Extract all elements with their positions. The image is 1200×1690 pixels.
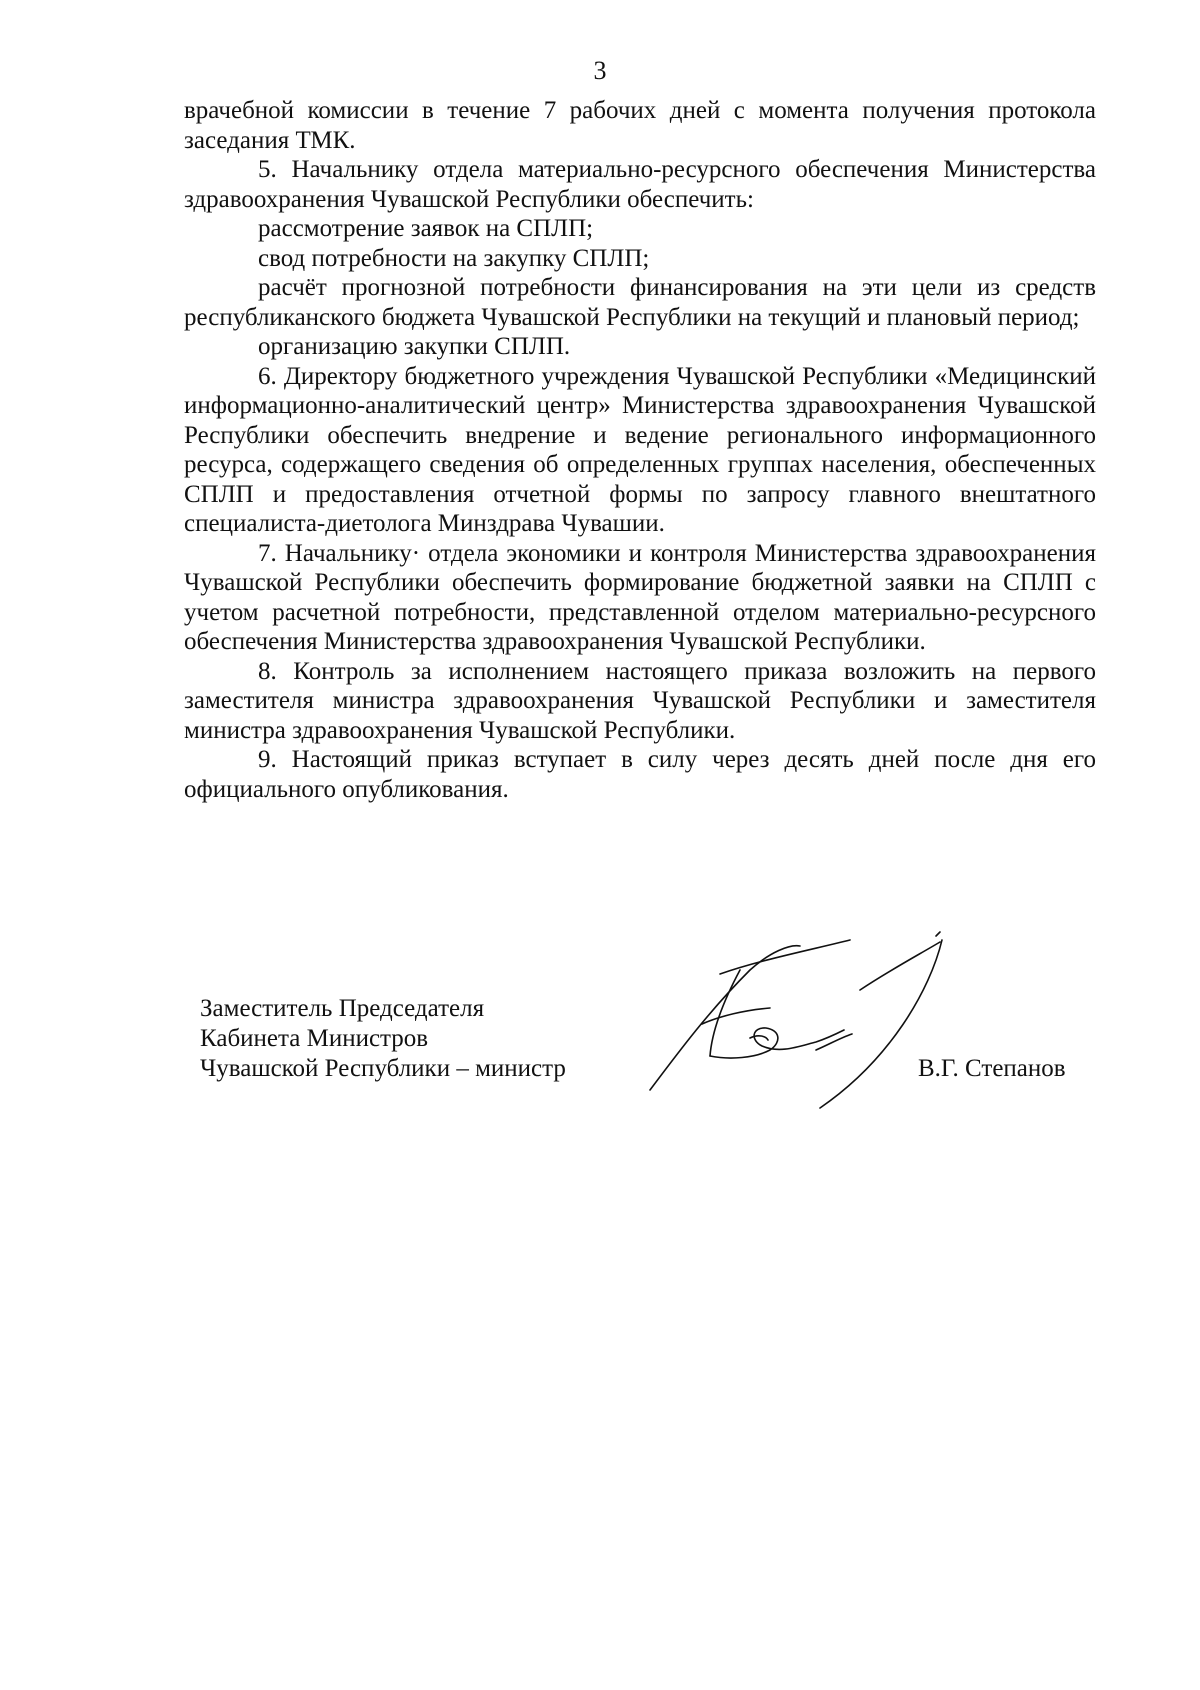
paragraph-item-7: 7. Начальнику· отдела экономики и контроля Министерства здравоохранения Чувашской Республики обеспечить формирование бюджетной заявки на СПЛП с учетом расчетной потребности, представленной отделом материально-ресурсного обеспечения Министерства здравоохранения Чувашской Республики. (184, 539, 1096, 655)
signatory-position-line: Чувашской Республики – министр (200, 1055, 566, 1082)
signatory-position-line: Заместитель Председателя (200, 995, 485, 1022)
paragraph-item-6: 6. Директору бюджетного учреждения Чувашской Республики «Медицинский информационно-аналитический центр» Министерства здравоохранения Чувашской Республики обеспечить внедрение и ведение регионального информационного ресурса, содержащего сведения об определенных группах населения, обеспеченных СПЛП и предоставления отчетной формы по запросу главного внештатного специалиста-диетолога Минздрава Чувашии. (184, 362, 1096, 537)
paragraph-item-9: 9. Настоящий приказ вступает в силу через десять дней после дня его официального опубликования. (184, 746, 1096, 803)
signatory-position-line: Кабинета Министров (200, 1025, 429, 1052)
paragraph-item-5-sub-3: расчёт прогнозной потребности финансирования на эти цели из средств республиканского бюджета Чувашской Республики на текущий и плановый период; (184, 274, 1096, 331)
paragraph-item-5-sub-1: рассмотрение заявок на СПЛП; (258, 215, 594, 242)
document-body (184, 96, 1096, 804)
page-number: 3 (593, 56, 607, 85)
paragraph-item-8: 8. Контроль за исполнением настоящего приказа возложить на первого заместителя министра здравоохранения Чувашской Республики и заместителя министра здравоохранения Чувашской Республики. (184, 657, 1096, 744)
signatory-position (200, 994, 566, 1084)
signature-block (200, 994, 1100, 1114)
paragraph-item-5-sub-4: организацию закупки СПЛП. (258, 333, 571, 360)
paragraph-item-5: 5. Начальнику отдела материально-ресурсного обеспечения Министерства здравоохранения Чувашской Республики обеспечить: (184, 156, 1096, 213)
signatory-name: В.Г. Степанов (918, 1055, 1066, 1082)
paragraph-continuation: врачебной комиссии в течение 7 рабочих дней с момента получения протокола заседания ТМК. (184, 97, 1096, 154)
paragraph-item-5-sub-2: свод потребности на закупку СПЛП; (258, 244, 650, 272)
